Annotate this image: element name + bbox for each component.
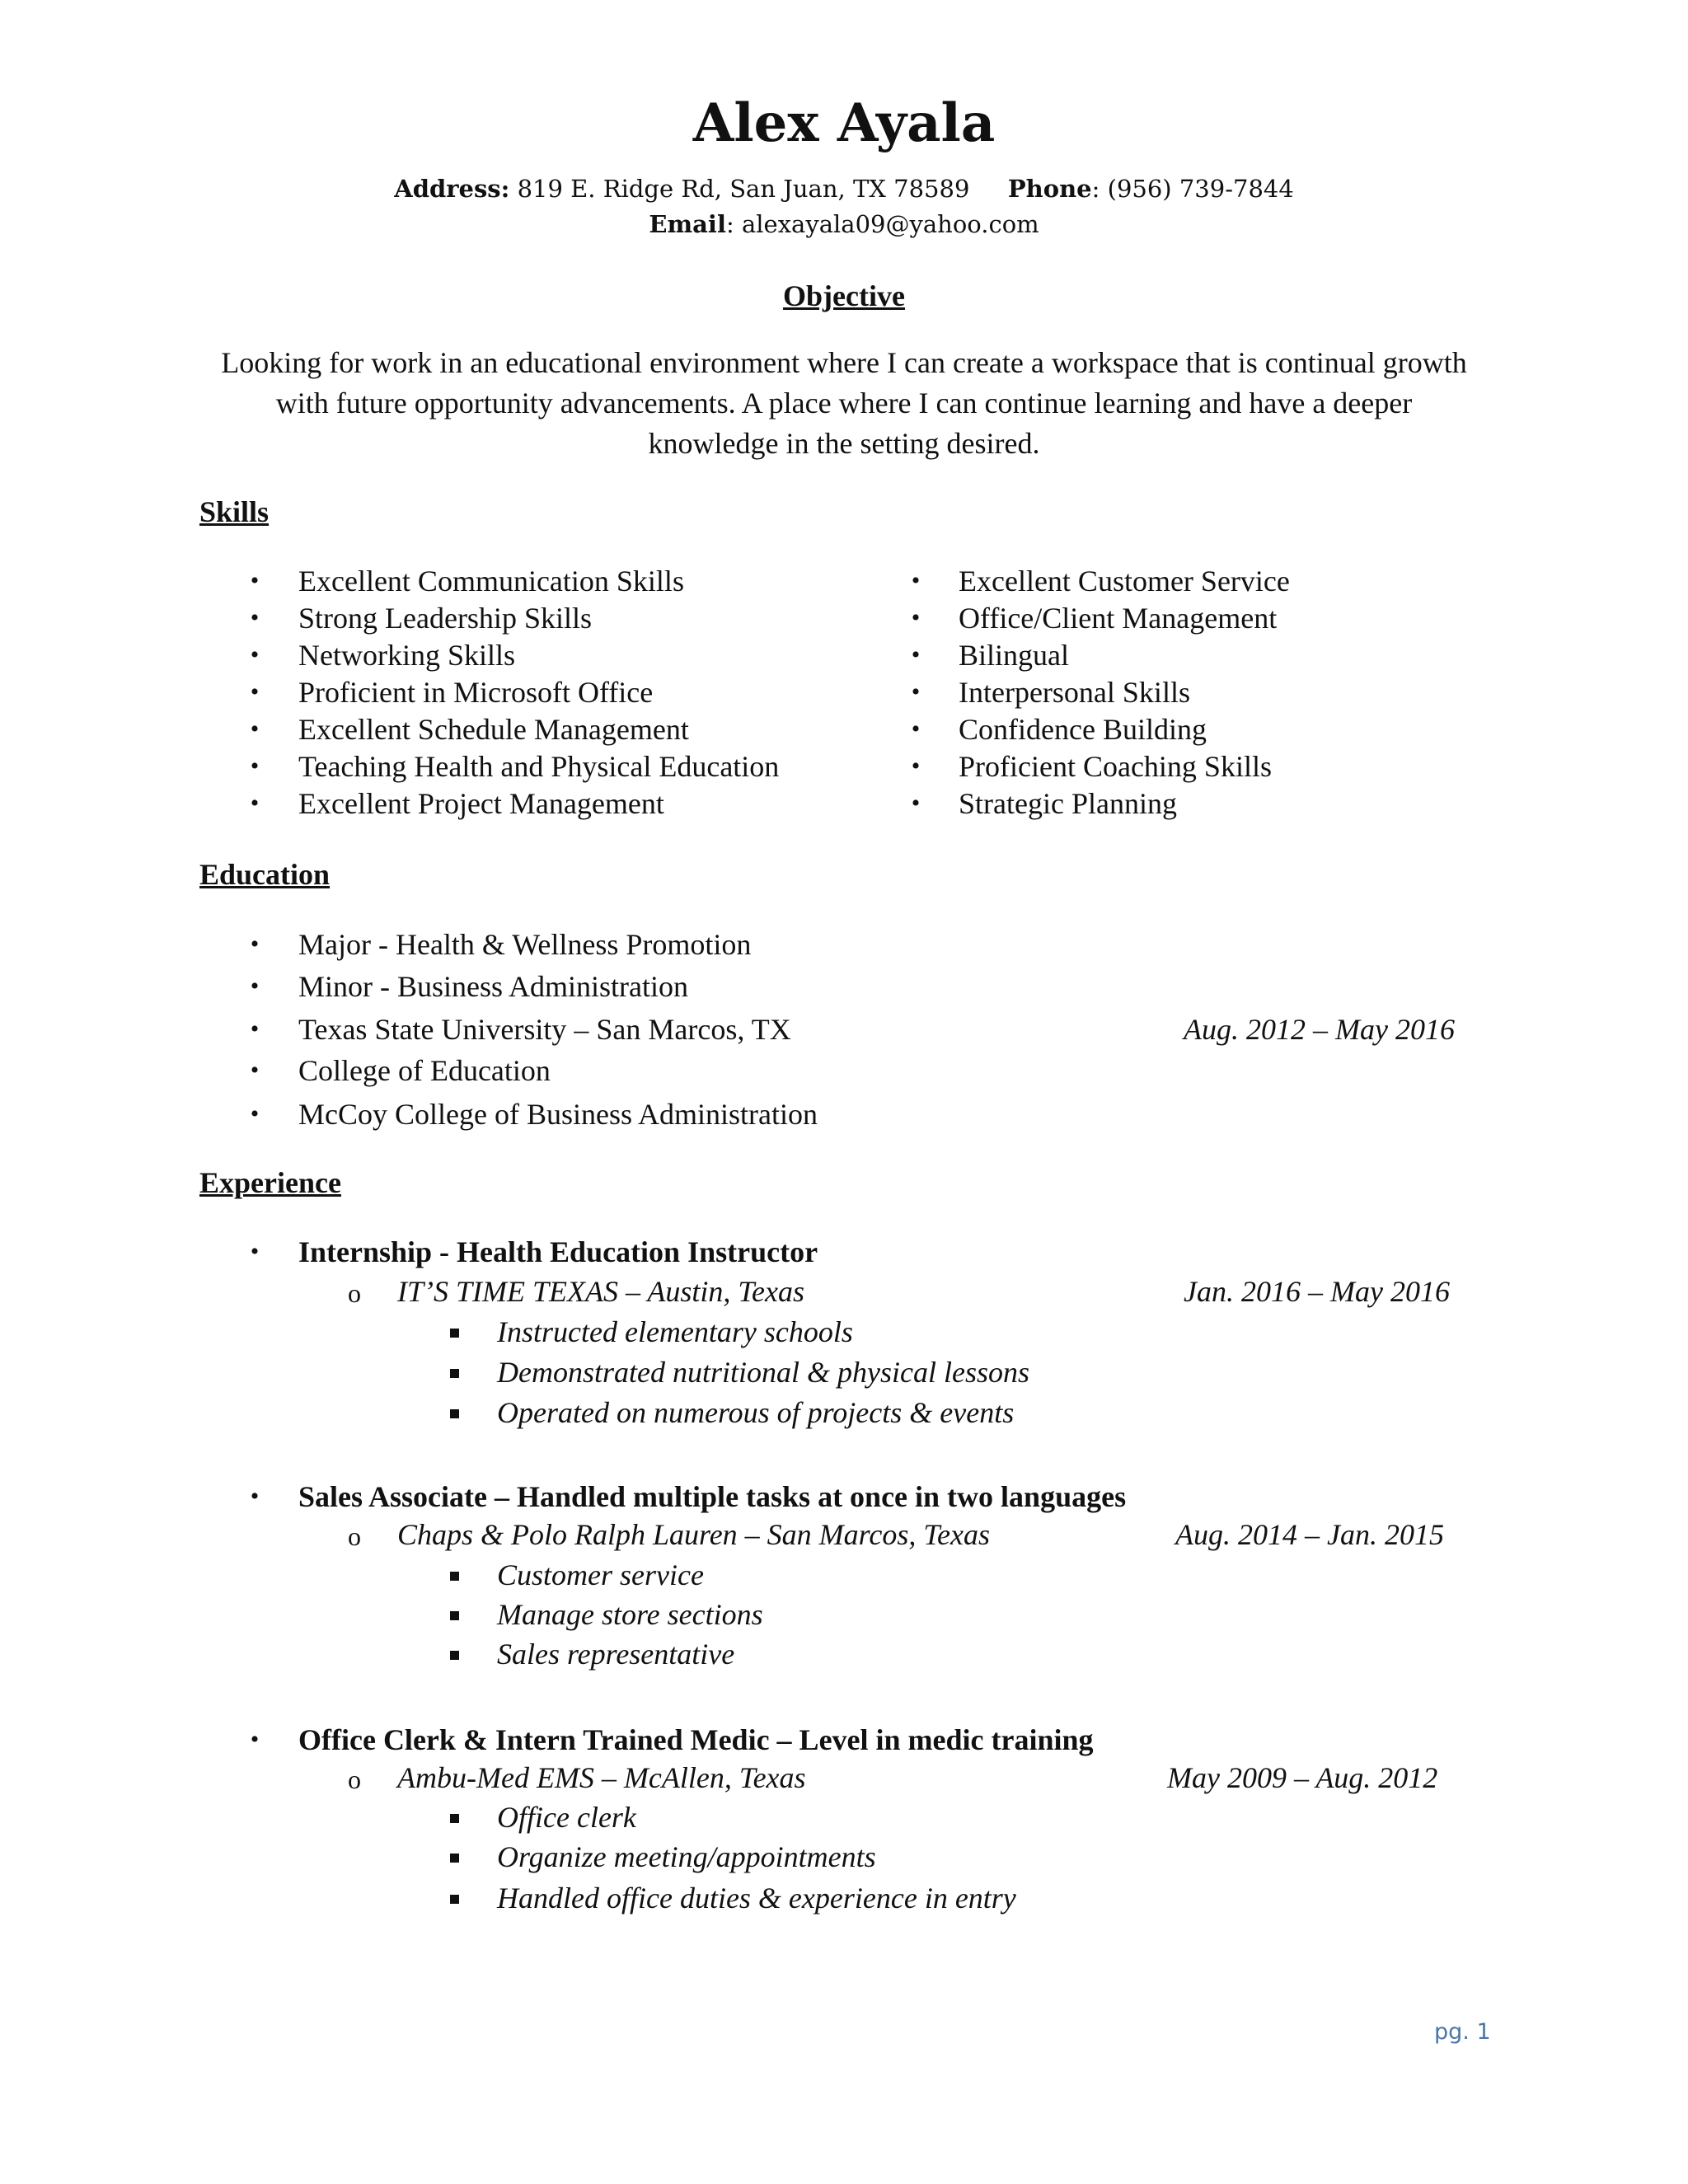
- contact-line-2: Email: alexayala09@yahoo.com: [649, 210, 1039, 238]
- bullet-icon: •: [911, 790, 921, 817]
- objective-text: [190, 343, 1498, 464]
- job-dates: May 2009 – Aug. 2012: [1167, 1761, 1438, 1794]
- bullet-icon: •: [250, 1726, 260, 1753]
- address-value: 819 E. Ridge Rd, San Juan, TX 78589: [517, 175, 970, 203]
- bullet-icon: •: [250, 567, 260, 594]
- bullet-icon: •: [250, 604, 260, 631]
- job-dates: Aug. 2014 – Jan. 2015: [1175, 1518, 1444, 1551]
- job-employer: Chaps & Polo Ralph Lauren – San Marcos, Texas: [397, 1518, 991, 1551]
- skill-item: Excellent Project Management: [298, 787, 664, 820]
- email-value: alexayala09@yahoo.com: [741, 210, 1039, 238]
- page-number: pg. 1: [1434, 2019, 1491, 2045]
- skill-item: Teaching Health and Physical Education: [298, 750, 780, 783]
- skill-item: Proficient Coaching Skills: [959, 750, 1272, 783]
- skill-item: Excellent Schedule Management: [298, 713, 689, 746]
- bullet-icon: •: [250, 678, 260, 705]
- skill-item: Strong Leadership Skills: [298, 602, 592, 635]
- bullet-icon: •: [250, 641, 260, 668]
- skill-item: Excellent Customer Service: [959, 565, 1290, 598]
- job-employer: IT’S TIME TEXAS – Austin, Texas: [397, 1275, 805, 1308]
- bullet-icon: •: [911, 715, 921, 743]
- square-bullet-icon: [450, 1369, 459, 1378]
- skill-item: Proficient in Microsoft Office: [298, 676, 654, 709]
- skill-item: Excellent Communication Skills: [298, 565, 684, 598]
- job-duty: Operated on numerous of projects & events: [497, 1396, 1015, 1429]
- bullet-icon: •: [250, 1015, 260, 1043]
- bullet-icon: •: [250, 1238, 260, 1265]
- skill-item: Interpersonal Skills: [959, 676, 1190, 709]
- job-duty: Office clerk: [497, 1801, 636, 1834]
- job-duty: Handled office duties & experience in entry: [497, 1882, 1016, 1915]
- job-title: Sales Associate – Handled multiple tasks at once in two languages: [298, 1480, 1127, 1513]
- square-bullet-icon: [450, 1651, 459, 1660]
- phone-value: (956) 739-7844: [1107, 175, 1294, 203]
- bullet-icon: •: [250, 790, 260, 817]
- contact-line-1: Address: 819 E. Ridge Rd, San Juan, TX 78589 Phone: (956) 739-7844: [394, 175, 1294, 203]
- job-duty: Demonstrated nutritional & physical lessons: [497, 1356, 1029, 1389]
- bullet-icon: •: [250, 930, 260, 958]
- job-dates: Jan. 2016 – May 2016: [1184, 1275, 1450, 1308]
- job-title: Office Clerk & Intern Trained Medic – Level in medic training: [298, 1723, 1094, 1756]
- job-duty: Instructed elementary schools: [497, 1315, 853, 1348]
- education-item: McCoy College of Business Administration: [298, 1098, 818, 1131]
- square-bullet-icon: [450, 1611, 459, 1620]
- skill-item: Office/Client Management: [959, 602, 1278, 635]
- job-employer: Ambu-Med EMS – McAllen, Texas: [397, 1761, 806, 1794]
- square-bullet-icon: [450, 1409, 459, 1418]
- bullet-icon: •: [250, 752, 260, 780]
- square-bullet-icon: [450, 1854, 459, 1863]
- bullet-icon: •: [250, 1483, 260, 1510]
- email-label: Email: [649, 210, 726, 238]
- skill-item: Strategic Planning: [959, 787, 1177, 820]
- job-duty: Sales representative: [497, 1638, 735, 1671]
- bullet-icon: •: [911, 604, 921, 631]
- circle-bullet-icon: o: [348, 1521, 361, 1551]
- skill-item: Confidence Building: [959, 713, 1207, 746]
- education-heading: Education: [199, 858, 331, 891]
- skill-item: Bilingual: [959, 639, 1069, 672]
- resume-name: Alex Ayala: [692, 92, 996, 154]
- job-duty: Manage store sections: [497, 1598, 763, 1631]
- job-duty: Organize meeting/appointments: [497, 1840, 876, 1873]
- skill-item: Networking Skills: [298, 639, 516, 672]
- circle-bullet-icon: o: [348, 1278, 361, 1308]
- education-dates: Aug. 2012 – May 2016: [1184, 1013, 1455, 1046]
- square-bullet-icon: [450, 1895, 459, 1904]
- education-item: Major - Health & Wellness Promotion: [298, 928, 752, 961]
- square-bullet-icon: [450, 1814, 459, 1823]
- circle-bullet-icon: o: [348, 1765, 361, 1794]
- bullet-icon: •: [250, 972, 260, 1000]
- bullet-icon: •: [911, 641, 921, 668]
- square-bullet-icon: [450, 1329, 459, 1338]
- phone-label: Phone: [1007, 175, 1092, 203]
- bullet-icon: •: [250, 1100, 260, 1127]
- job-title: Internship - Health Education Instructor: [298, 1235, 818, 1268]
- bullet-icon: •: [250, 715, 260, 743]
- job-duty: Customer service: [497, 1558, 704, 1591]
- bullet-icon: •: [911, 678, 921, 705]
- bullet-icon: •: [911, 752, 921, 780]
- education-item: College of Education: [298, 1054, 551, 1087]
- address-label: Address:: [394, 175, 510, 203]
- bullet-icon: •: [250, 1057, 260, 1084]
- bullet-icon: •: [911, 567, 921, 594]
- objective-line: with future opportunity advancements. A place where I can continue learning and have a deeper: [275, 387, 1413, 419]
- education-item: Minor - Business Administration: [298, 970, 689, 1003]
- skills-heading: Skills: [199, 495, 270, 528]
- experience-heading: Experience: [199, 1166, 341, 1199]
- education-item: Texas State University – San Marcos, TX: [298, 1013, 791, 1046]
- square-bullet-icon: [450, 1572, 459, 1581]
- objective-heading: Objective: [783, 279, 905, 312]
- objective-line: Looking for work in an educational environment where I can create a workspace that is continual growth: [221, 346, 1467, 379]
- objective-line: knowledge in the setting desired.: [648, 427, 1040, 460]
